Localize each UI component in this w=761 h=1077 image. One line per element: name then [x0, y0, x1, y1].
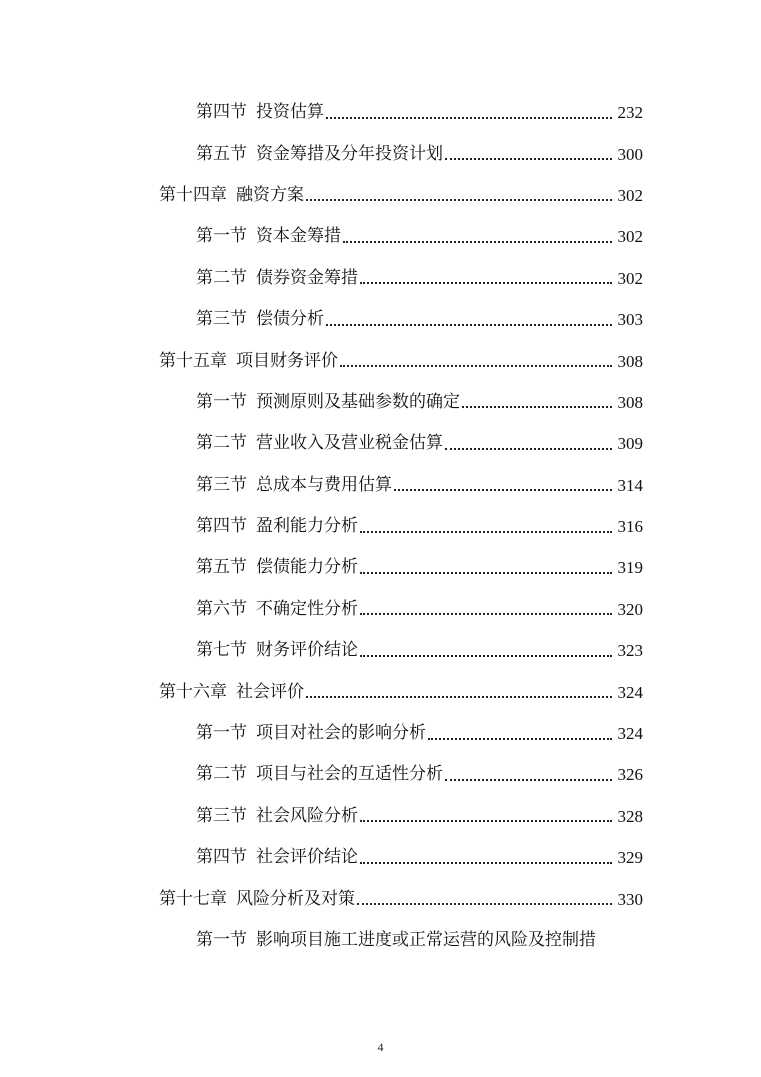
toc-entry-page-number: 316: [617, 517, 643, 537]
toc-chapter-entry[interactable]: [159, 175, 643, 216]
toc-dot-leader: [360, 572, 612, 574]
toc-entry-title: 项目与社会的互适性分析: [256, 764, 443, 785]
toc-entry-title: 融资方案: [236, 184, 304, 205]
toc-entry-title: 盈利能力分析: [256, 516, 358, 537]
toc-entry-page-number: 302: [617, 227, 643, 247]
toc-dot-leader: [360, 862, 612, 864]
toc-entry-label: 第一节: [196, 723, 247, 744]
toc-entry-title: 偿债能力分析: [256, 557, 358, 578]
toc-entry-page-number: 302: [617, 268, 643, 288]
toc-dot-leader: [428, 738, 612, 740]
toc-entry-title: 预测原则及基础参数的确定: [256, 391, 460, 412]
toc-entry-label: 第五节: [196, 557, 247, 578]
toc-entry-title: 营业收入及营业税金估算: [256, 433, 443, 454]
toc-entry-label: 第四节: [196, 847, 247, 868]
toc-entry-page-number: 324: [617, 682, 643, 702]
toc-dot-leader: [394, 489, 612, 491]
toc-entry-label: 第一节: [196, 226, 247, 247]
toc-dot-leader: [360, 820, 612, 822]
toc-entry-label: 第四节: [196, 102, 247, 123]
toc-dot-leader: [326, 117, 612, 119]
toc-dot-leader: [343, 241, 612, 243]
toc-entry-page-number: 300: [617, 144, 643, 164]
toc-section-entry[interactable]: [159, 754, 643, 795]
toc-dot-leader: [326, 324, 612, 326]
toc-dot-leader: [445, 448, 612, 450]
toc-entry-label: 第十六章: [159, 681, 227, 702]
toc-entry-label: 第十四章: [159, 184, 227, 205]
toc-section-entry[interactable]: [159, 713, 643, 754]
toc-dot-leader: [357, 903, 612, 905]
toc-entry-label: 第三节: [196, 309, 247, 330]
toc-entry-page-number: 308: [617, 351, 643, 371]
toc-entry-page-number: 323: [617, 641, 643, 661]
toc-entry-title: 社会评价结论: [256, 847, 358, 868]
toc-entry-label: 第一节: [196, 930, 247, 950]
toc-entry-label: 第十七章: [159, 888, 227, 909]
toc-section-entry[interactable]: [159, 506, 643, 547]
toc-entry-page-number: 324: [617, 724, 643, 744]
toc-entry-label: 第四节: [196, 516, 247, 537]
toc-entry-title: 影响项目施工进度或正常运营的风险及控制措: [256, 930, 596, 950]
toc-entry-title: 项目对社会的影响分析: [256, 723, 426, 744]
toc-section-entry[interactable]: [159, 423, 643, 464]
toc-entry-label: 第三节: [196, 474, 247, 495]
toc-dot-leader: [306, 199, 612, 201]
toc-entry-title: 社会风险分析: [256, 805, 358, 826]
toc-dot-leader: [445, 158, 612, 160]
toc-entry-page-number: 232: [617, 103, 643, 123]
toc-entry-page-number: 319: [617, 558, 643, 578]
toc-dot-leader: [462, 406, 612, 408]
toc-entry-title: 财务评价结论: [256, 640, 358, 661]
toc-entry-page-number: 329: [617, 848, 643, 868]
toc-section-entry[interactable]: [159, 465, 643, 506]
toc-entry-label: 第二节: [196, 764, 247, 785]
toc-entry-page-number: 308: [617, 392, 643, 412]
toc-section-entry[interactable]: [159, 547, 643, 588]
toc-section-entry[interactable]: [159, 258, 643, 299]
table-of-contents: [159, 92, 643, 961]
toc-chapter-entry[interactable]: [159, 878, 643, 919]
toc-chapter-entry[interactable]: [159, 671, 643, 712]
toc-entry-page-number: 302: [617, 185, 643, 205]
toc-chapter-entry[interactable]: [159, 340, 643, 381]
toc-entry-label: 第五节: [196, 143, 247, 164]
toc-section-entry[interactable]: [159, 920, 643, 961]
toc-section-entry[interactable]: [159, 796, 643, 837]
toc-dot-leader: [360, 282, 612, 284]
toc-entry-page-number: 314: [617, 475, 643, 495]
toc-entry-title: 风险分析及对策: [236, 888, 355, 909]
toc-entry-page-number: 330: [617, 889, 643, 909]
toc-dot-leader: [445, 779, 612, 781]
toc-entry-label: 第七节: [196, 640, 247, 661]
toc-section-entry[interactable]: [159, 382, 643, 423]
toc-entry-page-number: 303: [617, 310, 643, 330]
toc-entry-label: 第六节: [196, 598, 247, 619]
toc-entry-title: 资本金筹措: [256, 226, 341, 247]
toc-section-entry[interactable]: [159, 133, 643, 174]
toc-entry-title: 总成本与费用估算: [256, 474, 392, 495]
toc-entry-title: 投资估算: [256, 102, 324, 123]
toc-entry-title: 不确定性分析: [256, 598, 358, 619]
toc-entry-page-number: 328: [617, 806, 643, 826]
toc-entry-title: 偿债分析: [256, 309, 324, 330]
toc-entry-page-number: 309: [617, 434, 643, 454]
toc-section-entry[interactable]: [159, 216, 643, 257]
toc-entry-title: 项目财务评价: [236, 350, 338, 371]
toc-dot-leader: [360, 613, 612, 615]
toc-section-entry[interactable]: [159, 92, 643, 133]
toc-entry-label: 第十五章: [159, 350, 227, 371]
toc-dot-leader: [306, 696, 612, 698]
toc-entry-page-number: 320: [617, 599, 643, 619]
toc-section-entry[interactable]: [159, 299, 643, 340]
toc-entry-page-number: 326: [617, 765, 643, 785]
toc-section-entry[interactable]: [159, 837, 643, 878]
toc-entry-title: 社会评价: [236, 681, 304, 702]
toc-section-entry[interactable]: [159, 630, 643, 671]
page-number: 4: [377, 1040, 384, 1054]
toc-entry-label: 第二节: [196, 433, 247, 454]
toc-dot-leader: [360, 531, 612, 533]
toc-entry-title: 资金筹措及分年投资计划: [256, 143, 443, 164]
toc-section-entry[interactable]: [159, 589, 643, 630]
toc-dot-leader: [340, 365, 612, 367]
toc-entry-label: 第一节: [196, 391, 247, 412]
toc-entry-label: 第三节: [196, 805, 247, 826]
toc-dot-leader: [360, 655, 612, 657]
toc-entry-title: 债券资金筹措: [256, 267, 358, 288]
toc-entry-label: 第二节: [196, 267, 247, 288]
